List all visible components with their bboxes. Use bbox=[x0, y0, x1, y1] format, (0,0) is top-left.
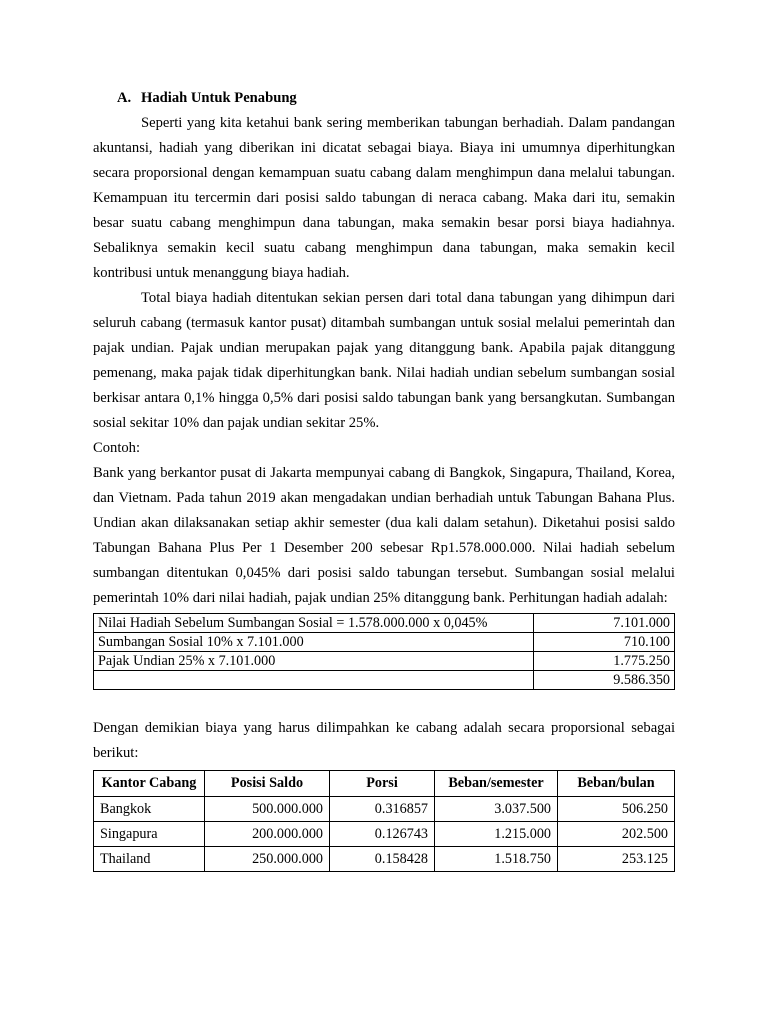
cell-posisi-saldo: 250.000.000 bbox=[205, 847, 330, 872]
cell-cabang: Thailand bbox=[94, 847, 205, 872]
cell-beban-bulan: 253.125 bbox=[558, 847, 675, 872]
section-title: Hadiah Untuk Penabung bbox=[141, 90, 297, 106]
calc-label: Nilai Hadiah Sebelum Sumbangan Sosial = 1.578.000.000 x 0,045% bbox=[94, 614, 534, 633]
calc-value: 1.775.250 bbox=[534, 652, 675, 671]
contoh-label: Contoh: bbox=[93, 440, 141, 456]
table-row bbox=[94, 822, 675, 847]
cell-beban-semester: 1.518.750 bbox=[435, 847, 558, 872]
table-row bbox=[94, 671, 675, 690]
cell-posisi-saldo: 500.000.000 bbox=[205, 797, 330, 822]
paragraph-total-biaya: Total biaya hadiah ditentukan sekian persen dari total dana tabungan yang dihimpun dari seluruh cabang (termasuk kantor pusat) ditambah sumbangan untuk sosial melalui pemerintah dan pajak undian. Pajak undian merupakan pajak yang ditanggung bank. Apabila pajak ditanggung pemenang, maka pajak tidak diperhitungkan bank. Nilai hadiah undian sebelum sumbangan sosial berkisar antara 0,1% hingga 0,5% dari posisi saldo tabungan bank yang bersangkutan. Sumbangan sosial sekitar 10% dan pajak undian sekitar 25%. bbox=[93, 290, 675, 431]
calc-label: Pajak Undian 25% x 7.101.000 bbox=[94, 652, 534, 671]
cell-cabang: Bangkok bbox=[94, 797, 205, 822]
cell-beban-semester: 3.037.500 bbox=[435, 797, 558, 822]
section-heading bbox=[117, 86, 675, 111]
cell-porsi: 0.126743 bbox=[330, 822, 435, 847]
calc-value: 7.101.000 bbox=[534, 614, 675, 633]
table-row bbox=[94, 652, 675, 671]
cell-cabang: Singapura bbox=[94, 822, 205, 847]
col-header-kantor-cabang: Kantor Cabang bbox=[94, 771, 205, 797]
table-row bbox=[94, 633, 675, 652]
cell-beban-semester: 1.215.000 bbox=[435, 822, 558, 847]
spacer bbox=[93, 690, 675, 716]
table-header-row bbox=[94, 771, 675, 797]
col-header-porsi: Porsi bbox=[330, 771, 435, 797]
calculation-table bbox=[93, 613, 675, 690]
cell-posisi-saldo: 200.000.000 bbox=[205, 822, 330, 847]
calc-label bbox=[94, 671, 534, 690]
table-row bbox=[94, 797, 675, 822]
calc-value: 710.100 bbox=[534, 633, 675, 652]
table-row bbox=[94, 614, 675, 633]
col-header-posisi-saldo: Posisi Saldo bbox=[205, 771, 330, 797]
paragraph-example: Bank yang berkantor pusat di Jakarta mempunyai cabang di Bangkok, Singapura, Thailand, Korea, dan Vietnam. Pada tahun 2019 akan mengadakan undian berhadiah untuk Tabungan Bahana Plus. Undian akan dilaksanakan setiap akhir semester (dua kali dalam setahun). Diketahui posisi saldo Tabungan Bahana Plus Per 1 Desember 200 sebesar Rp1.578.000.000. Nilai hadiah sebelum sumbangan ditentukan 0,045% dari posisi saldo tabungan tersebut. Sumbangan sosial melalui pemerintah 10% dari nilai hadiah, pajak undian 25% ditanggung bank. Perhitungan hadiah adalah: bbox=[93, 465, 675, 606]
paragraph-conclusion: Dengan demikian biaya yang harus dilimpahkan ke cabang adalah secara proporsional sebagai berikut: bbox=[93, 720, 675, 761]
cell-porsi: 0.316857 bbox=[330, 797, 435, 822]
paragraph-intro: Seperti yang kita ketahui bank sering memberikan tabungan berhadiah. Dalam pandangan akuntansi, hadiah yang diberikan ini dicatat sebagai biaya. Biaya ini umumnya diperhitungkan secara proporsional dengan kemampuan suatu cabang dalam menghimpun dana melalui tabungan. Kemampuan itu tercermin dari posisi saldo tabungan di neraca cabang. Maka dari itu, semakin besar suatu cabang menghimpun dana tabungan, maka semakin besar porsi biaya hadiahnya. Sebaliknya semakin kecil suatu cabang menghimpun dana tabungan, maka semakin kecil kontribusi untuk menanggung biaya hadiah. bbox=[93, 115, 675, 281]
calc-label: Sumbangan Sosial 10% x 7.101.000 bbox=[94, 633, 534, 652]
cell-beban-bulan: 202.500 bbox=[558, 822, 675, 847]
document-page bbox=[93, 78, 675, 872]
calc-total: 9.586.350 bbox=[534, 671, 675, 690]
distribution-table bbox=[93, 770, 675, 872]
table-row bbox=[94, 847, 675, 872]
col-header-beban-bulan: Beban/bulan bbox=[558, 771, 675, 797]
section-letter: A. bbox=[117, 90, 132, 106]
col-header-beban-semester: Beban/semester bbox=[435, 771, 558, 797]
cell-porsi: 0.158428 bbox=[330, 847, 435, 872]
cell-beban-bulan: 506.250 bbox=[558, 797, 675, 822]
